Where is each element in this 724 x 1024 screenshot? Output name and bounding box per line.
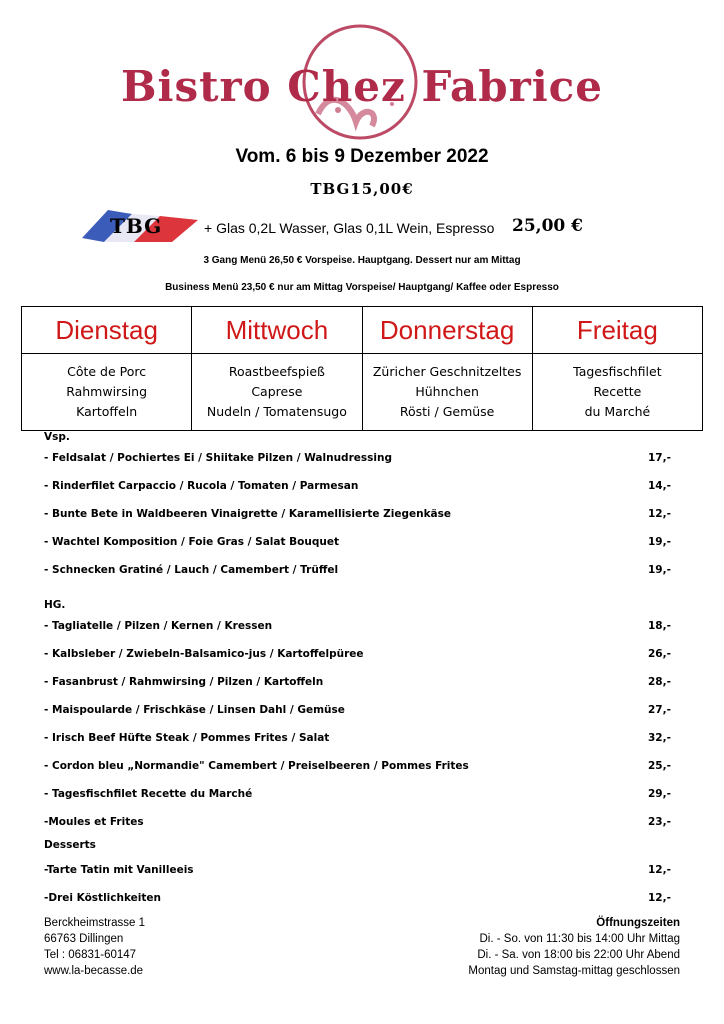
dish-line: Rösti / Gemüse xyxy=(399,404,495,419)
day-dishes xyxy=(192,354,362,431)
dish-line: Côte de Porc xyxy=(67,364,147,379)
date-range-title: Vom. 6 bis 9 Dezember 2022 xyxy=(235,146,489,167)
website: www.la-becasse.de xyxy=(44,965,144,977)
dish-line: Züricher Geschnitzeltes xyxy=(372,364,522,379)
item-price: 23,- xyxy=(648,816,671,828)
menu-item xyxy=(44,473,684,501)
address-block xyxy=(44,915,145,979)
tbg-label: TBG xyxy=(110,214,163,238)
item-name: - Kalbsleber / Zwiebeln-Balsamico-jus / Kartoffelpüree xyxy=(44,648,364,660)
dish-line: Caprese xyxy=(251,384,303,399)
menu-item xyxy=(44,613,684,641)
item-name: - Cordon bleu „Normandie" Camembert / Preiselbeeren / Pommes Frites xyxy=(44,760,469,772)
item-name: - Schnecken Gratiné / Lauch / Camembert / Trüffel xyxy=(44,564,339,576)
day-heading: Freitag xyxy=(532,307,702,354)
item-name: - Maispoularde / Frischkäse / Linsen Dahl / Gemüse xyxy=(44,704,345,716)
item-name: -Moules et Frites xyxy=(44,816,144,828)
item-name: - Tagliatelle / Pilzen / Kernen / Kressen xyxy=(44,620,273,632)
day-dishes xyxy=(22,354,192,431)
item-price: 17,- xyxy=(648,452,671,464)
item-price: 25,- xyxy=(648,760,671,772)
item-price: 28,- xyxy=(648,676,671,688)
menu-item xyxy=(44,753,684,781)
menu-item xyxy=(44,697,684,725)
day-heading: Mittwoch xyxy=(192,307,362,354)
logo-text: Bistro Chez Fabrice xyxy=(121,62,603,111)
item-price: 18,- xyxy=(648,620,671,632)
item-name: - Irisch Beef Hüfte Steak / Pommes Frites / Salat xyxy=(44,732,330,744)
opening-hours-title: Öffnungszeiten xyxy=(596,917,680,929)
dish-line: Recette xyxy=(593,384,642,399)
three-course-note: 3 Gang Menü 26,50 € Vorspeise. Hauptgang. Dessert nur am Mittag xyxy=(203,255,521,266)
city: 66763 Dillingen xyxy=(44,933,124,945)
menu-item xyxy=(44,725,684,753)
dish-line: Kartoffeln xyxy=(76,404,138,419)
item-name: - Fasanbrust / Rahmwirsing / Pilzen / Kartoffeln xyxy=(44,676,324,688)
menu-item xyxy=(44,669,684,697)
section-label-mains: HG. xyxy=(44,599,66,611)
dish-line: du Marché xyxy=(584,404,651,419)
dish-line: Rahmwirsing xyxy=(66,384,148,399)
dish-line: Nudeln / Tomatensugo xyxy=(206,404,347,419)
menu-item xyxy=(44,501,684,529)
tbg-price: TBG15,00€ xyxy=(310,180,414,198)
menu-item xyxy=(44,857,684,885)
day-heading: Dienstag xyxy=(22,307,192,354)
item-name: - Feldsalat / Pochiertes Ei / Shiitake Pilzen / Walnudressing xyxy=(44,452,392,464)
item-price: 12,- xyxy=(648,864,671,876)
menu-item xyxy=(44,445,684,473)
day-dishes xyxy=(532,354,702,431)
item-price: 19,- xyxy=(648,564,671,576)
phone: Tel : 06831-60147 xyxy=(44,949,137,961)
logo xyxy=(0,18,724,148)
a-la-carte-menu xyxy=(44,431,684,913)
menu-item xyxy=(44,781,684,809)
dish-line: Tagesfischfilet xyxy=(573,364,662,379)
tbg-description-price: 25,00 € xyxy=(512,216,583,236)
tbg-description: + Glas 0,2L Wasser, Glas 0,1L Wein, Espresso xyxy=(204,220,495,236)
item-price: 12,- xyxy=(648,892,671,904)
item-price: 32,- xyxy=(648,732,671,744)
item-name: -Tarte Tatin mit Vanilleeis xyxy=(44,864,194,876)
menu-item xyxy=(44,885,684,913)
menu-item xyxy=(44,809,684,837)
item-price: 14,- xyxy=(648,480,671,492)
hours-line: Di. - So. von 11:30 bis 14:00 Uhr Mittag xyxy=(479,933,680,945)
item-name: - Rinderfilet Carpaccio / Rucola / Tomaten / Parmesan xyxy=(44,480,359,492)
street: Berckheimstrasse 1 xyxy=(44,917,145,929)
menu-item xyxy=(44,529,684,557)
section-label-starters: Vsp. xyxy=(44,431,70,443)
day-heading: Donnerstag xyxy=(362,307,532,354)
hours-line: Di. - Sa. von 18:00 bis 22:00 Uhr Abend xyxy=(477,949,680,961)
menu-item xyxy=(44,557,684,585)
item-name: -Drei Köstlichkeiten xyxy=(44,892,161,904)
item-price: 26,- xyxy=(648,648,671,660)
hours-line: Montag und Samstag-mittag geschlossen xyxy=(468,965,680,977)
item-name: - Wachtel Komposition / Foie Gras / Salat Bouquet xyxy=(44,536,339,548)
section-label-desserts: Desserts xyxy=(44,839,96,851)
menu-item xyxy=(44,641,684,669)
opening-hours xyxy=(468,915,680,979)
dish-line: Hühnchen xyxy=(415,384,479,399)
item-price: 12,- xyxy=(648,508,671,520)
weekday-menu-table xyxy=(21,306,703,431)
item-name: - Bunte Bete in Waldbeeren Vinaigrette / Karamellisierte Ziegenkäse xyxy=(44,508,452,520)
day-dishes xyxy=(362,354,532,431)
item-price: 29,- xyxy=(648,788,671,800)
item-name: - Tagesfischfilet Recette du Marché xyxy=(44,788,253,800)
item-price: 27,- xyxy=(648,704,671,716)
business-menu-note: Business Menü 23,50 € nur am Mittag Vorspeise/ Hauptgang/ Kaffee oder Espresso xyxy=(165,282,559,293)
tbg-offer xyxy=(80,204,640,248)
item-price: 19,- xyxy=(648,536,671,548)
dish-line: Roastbeefspieß xyxy=(228,364,325,379)
